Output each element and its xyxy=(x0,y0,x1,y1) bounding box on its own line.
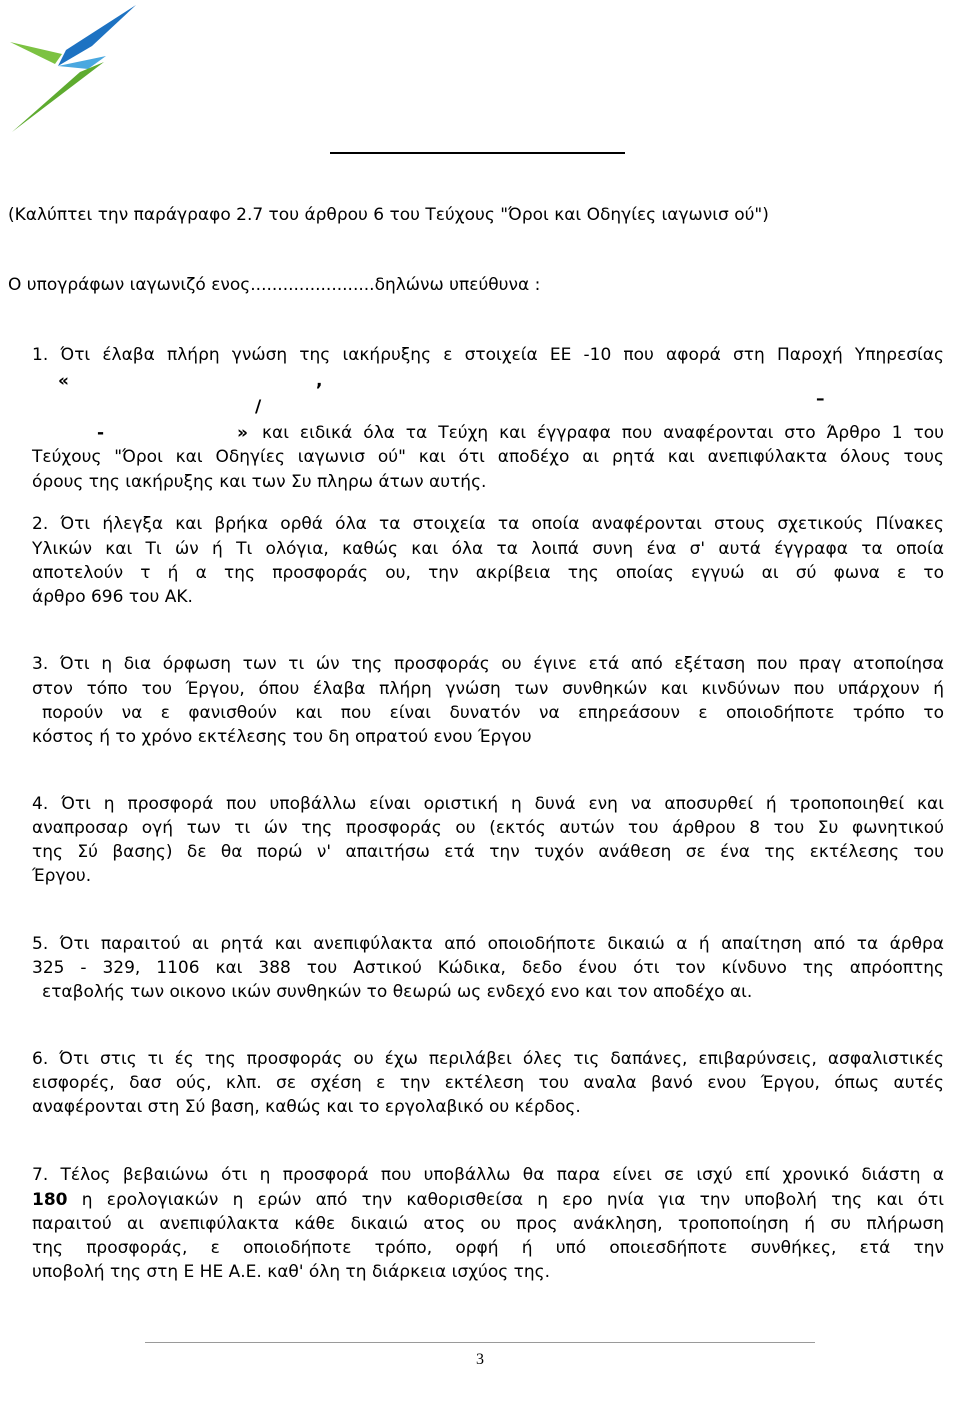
declaration-6-line-3: αναφέρονται στη Σύ βαση, καθώς και το εργολαβικό ου κέρδος. xyxy=(32,1097,581,1117)
declaration-2-line-2: Υλικών και Τι ών ή Τι ολόγια, καθώς και όλα τα λοιπά συνη ένα σ' αυτά έγγραφα τα οποία xyxy=(32,539,944,559)
closing-quote: » xyxy=(237,423,248,443)
declaration-3-line-4: κόστος ή το χρόνο εκτέλεσης του δη οπρατού ενου Έργου xyxy=(32,727,532,747)
declaration-1-line-2 xyxy=(32,369,944,393)
declaration-3-line-2: στον τόπο του Έργου, όπου έλαβα πλήρη γνώση των συνθηκών και κινδύνων που υπάρχουν ή xyxy=(32,679,944,699)
declaration-7-line-5: υποβολή της στη Ε ΗΕ Α.Ε. καθ' όλη τη διάρκεια ισχύος της. xyxy=(32,1262,551,1282)
declaration-4-line-3: της Σύ βασης) δε θα πορώ ν' απαιτήσω ετά την τυχόν ανάθεση σε ένα της εκτέλεσης του xyxy=(32,842,944,862)
declaration-2-line-4: άρθρο 696 του ΑΚ. xyxy=(32,587,193,607)
top-rule xyxy=(330,152,625,154)
logo-blue-blade xyxy=(58,5,136,66)
logo-green-blade xyxy=(12,62,104,132)
declaration-1-line-1: 1. Ότι έλαβα πλήρη γνώση της ιακήρυξης ε στοιχεία ΕΕ -10 που αφορά στη Παροχή Υπηρεσίας xyxy=(32,345,944,365)
declaration-5-line-2: 325 - 329, 1106 και 388 του Αστικού Κώδικα, δεδο ένου ότι τον κίνδυνο της απρόοπτης xyxy=(32,958,944,978)
declaration-3-line-3: πορούν να ε φανισθούν και που είναι δυνατόν να επηρεάσουν ε οποιοδήποτε τρόπο το xyxy=(42,703,944,723)
declaration-7-line-1: 7. Τέλος βεβαιώνω ότι η προσφορά που υποβάλλω θα παρα είνει σε ισχύ επί χρονικό διάστη α xyxy=(32,1165,944,1185)
validity-days: 180 xyxy=(32,1190,68,1210)
declaration-4-line-2: αναπροσαρ ογή των τι ών της προσφοράς ου (εκτός αυτών του άρθρου 8 του Συ φωνητικού xyxy=(32,818,944,838)
declaration-1-line-6: όρους της ιακήρυξης και των Συ πληρω άτων αυτής. xyxy=(32,472,487,492)
declaration-1-line-4-text: και ειδικά όλα τα Τεύχη και έγγραφα που αναφέρονται στο Άρθρο 1 του xyxy=(262,423,944,443)
opening-quote: « xyxy=(58,371,69,391)
declaration-1-line-3 xyxy=(32,389,944,419)
title-slash: / xyxy=(255,397,262,417)
declaration-5-line-3: εταβολής των οικονο ικών συνθηκών το θεωρώ ως ενδεχό ενο και τον αποδέχο αι. xyxy=(42,982,753,1002)
declaration-4-line-1: 4. Ότι η προσφορά που υποβάλλω είναι οριστική η δυνά ενη να αποσυρθεί ή τροποποιηθεί και xyxy=(32,794,944,814)
declaration-7-line-4: της προσφοράς, ε οποιοδήποτε τρόπο, ορφή ή υπό οποιεσδήποτε συνθήκες, ετά την xyxy=(32,1238,944,1258)
declaration-4-line-4: Έργου. xyxy=(32,866,92,886)
declaration-6-line-2: εισφορές, δασ ούς, κλπ. σε σχέση ε την εκτέλεση του αναλα βανό ενου Έργου, όπως αυτές xyxy=(32,1073,944,1093)
declaration-5-line-1: 5. Ότι παραιτού αι ρητά και ανεπιφύλακτα από οποιοδήποτε δικαιώ α ή απαίτηση από τα άρθρα xyxy=(32,934,944,954)
footer-rule xyxy=(145,1342,815,1343)
declaration-7-line-3: παραιτού αι ανεπιφύλακτα κάθε δικαιώ ατος ου προς ανάκληση, τροποποίηση ή συ πλήρωση xyxy=(32,1214,944,1234)
declarant-line: Ο υπογράφων ιαγωνιζό ενος.......................δηλώνω υπεύθυνα : xyxy=(8,275,541,295)
declaration-1-line-5: Τεύχους "Όροι και Οδηγίες ιαγωνισ ού" και ότι αποδέχο αι ρητά και ανεπιφύλακτα όλους τους xyxy=(32,447,944,467)
declaration-7-line-2-text: η ερολογιακών η ερών από την καθορισθείσα η ερο ηνία για την υποβολή της και ότι xyxy=(81,1190,945,1210)
declaration-6-line-1: 6. Ότι στις τι ές της προσφοράς ου έχω περιλάβει όλες τις δαπάνες, επιβαρύνσεις, ασφαλιστικές xyxy=(32,1049,944,1069)
coverage-note: (Καλύπτει την παράγραφο 2.7 του άρθρου 6 του Τεύχους "Όροι και Οδηγίες ιαγωνισ ού") xyxy=(8,205,769,225)
declaration-2-line-1: 2. Ότι ήλεγξα και βρήκα ορθά όλα τα στοιχεία τα οποία αναφέρονται στους σχετικούς Πίνακες xyxy=(32,514,944,534)
declaration-1-line-4 xyxy=(32,421,944,445)
declaration-2-line-3: αποτελούν τ ή α της προσφοράς ου, την ακρίβεια της οποίας εγγυώ αι σύ φωνα ε το xyxy=(32,563,944,583)
company-logo xyxy=(0,0,140,140)
page-number: 3 xyxy=(476,1351,484,1368)
title-hyphen: - xyxy=(97,423,105,443)
declaration-3-line-1: 3. Ότι η δια όρφωση των τι ών της προσφοράς ου έγινε ετά από εξέταση που πραγ ατοποίησα xyxy=(32,654,944,674)
title-comma: , xyxy=(316,371,323,391)
declaration-7-line-2 xyxy=(32,1188,944,1212)
title-dash: – xyxy=(816,389,825,409)
logo-green-wedge xyxy=(10,42,62,64)
